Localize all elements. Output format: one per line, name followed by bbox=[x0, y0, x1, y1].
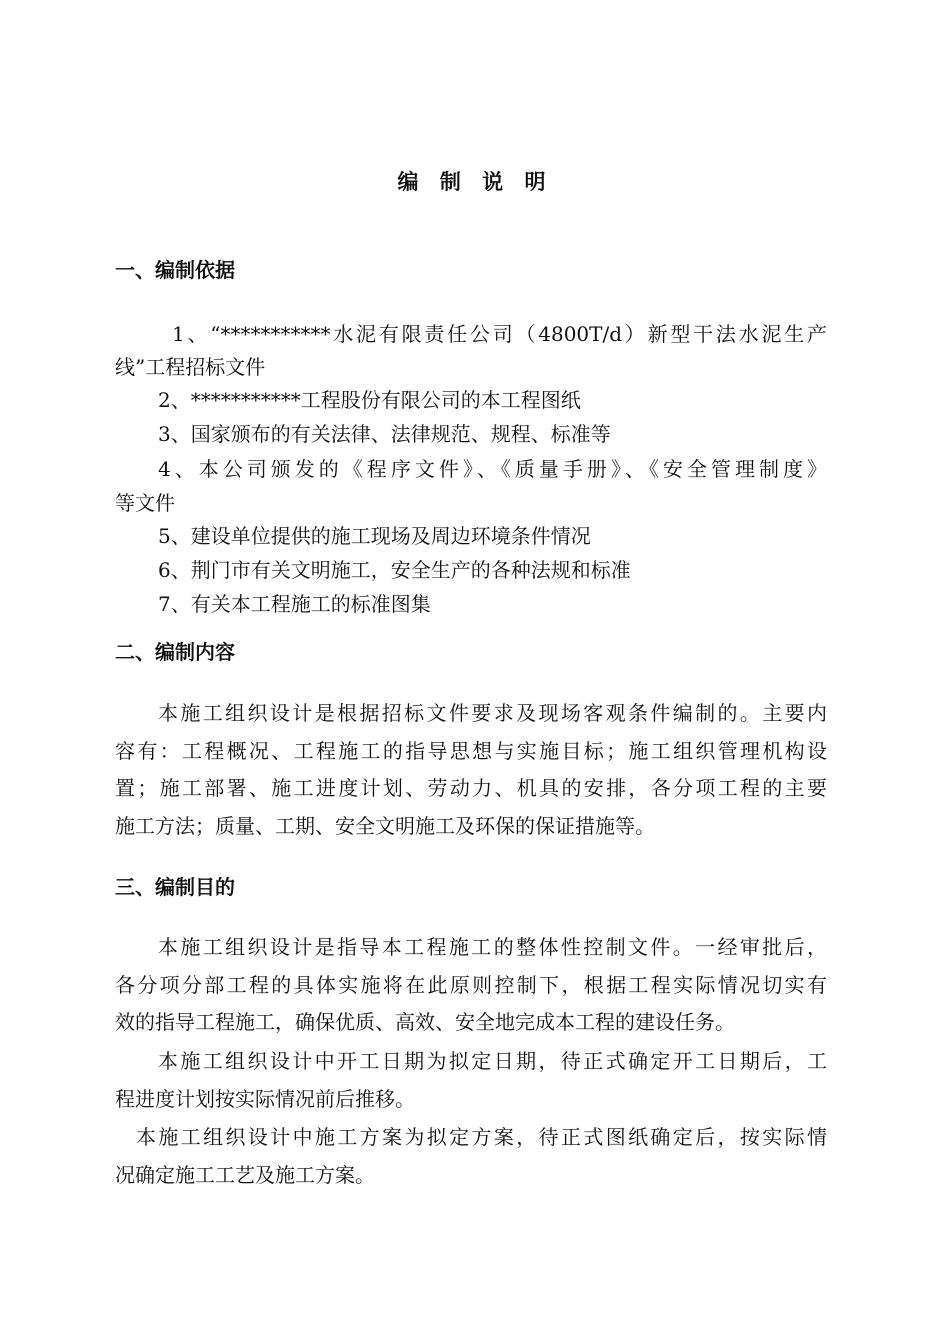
basis-item-5: 5、建设单位提供的施工现场及周边环境条件情况 bbox=[158, 524, 591, 548]
content-paragraph-line-3: 置；施工部署、施工进度计划、劳动力、机具的安排，各分项工程的主要 bbox=[115, 776, 827, 800]
section-heading-content: 二、编制内容 bbox=[115, 640, 235, 664]
section-heading-basis: 一、编制依据 bbox=[115, 258, 235, 282]
basis-item-2: 2、***********工程股份有限公司的本工程图纸 bbox=[158, 388, 581, 412]
purpose-paragraph-2-line-2: 程进度计划按实际情况前后推移。 bbox=[115, 1087, 415, 1111]
basis-item-1-cont: 线”工程招标文件 bbox=[115, 355, 266, 379]
basis-item-4: 4、本公司颁发的《程序文件》、《质量手册》、《安全管理制度》 bbox=[158, 457, 827, 481]
basis-item-6: 6、荆门市有关文明施工，安全生产的各种法规和标准 bbox=[158, 558, 631, 582]
basis-item-7: 7、有关本工程施工的标准图集 bbox=[158, 592, 431, 616]
purpose-paragraph-1-line-1: 本施工组织设计是指导本工程施工的整体性控制文件。一经审批后， bbox=[158, 935, 827, 959]
purpose-paragraph-1-line-2: 各分项分部工程的具体实施将在此原则控制下，根据工程实际情况切实有 bbox=[115, 973, 827, 997]
content-paragraph-line-2: 容有：工程概况、工程施工的指导思想与实施目标；施工组织管理机构设 bbox=[115, 739, 827, 763]
basis-item-4-cont: 等文件 bbox=[115, 491, 175, 515]
content-paragraph-line-1: 本施工组织设计是根据招标文件要求及现场客观条件编制的。主要内 bbox=[158, 701, 827, 725]
basis-item-3: 3、国家颁布的有关法律、法律规范、规程、标准等 bbox=[158, 422, 611, 446]
section-heading-purpose: 三、编制目的 bbox=[115, 875, 235, 899]
purpose-paragraph-3-line-1: 本施工组织设计中施工方案为拟定方案，待正式图纸确定后，按实际情 bbox=[136, 1125, 827, 1149]
purpose-paragraph-2-line-1: 本施工组织设计中开工日期为拟定日期，待正式确定开工日期后，工 bbox=[158, 1049, 827, 1073]
page-title: 编 制 说 明 bbox=[397, 170, 553, 194]
basis-item-1: 1、“***********水泥有限责任公司（4800T/d）新型干法水泥生产 bbox=[172, 322, 827, 346]
purpose-paragraph-3-line-2: 况确定施工工艺及施工方案。 bbox=[115, 1163, 375, 1187]
purpose-paragraph-1-line-3: 效的指导工程施工，确保优质、高效、安全地完成本工程的建设任务。 bbox=[115, 1010, 735, 1034]
content-paragraph-line-4: 施工方法；质量、工期、安全文明施工及环保的保证措施等。 bbox=[115, 814, 655, 838]
